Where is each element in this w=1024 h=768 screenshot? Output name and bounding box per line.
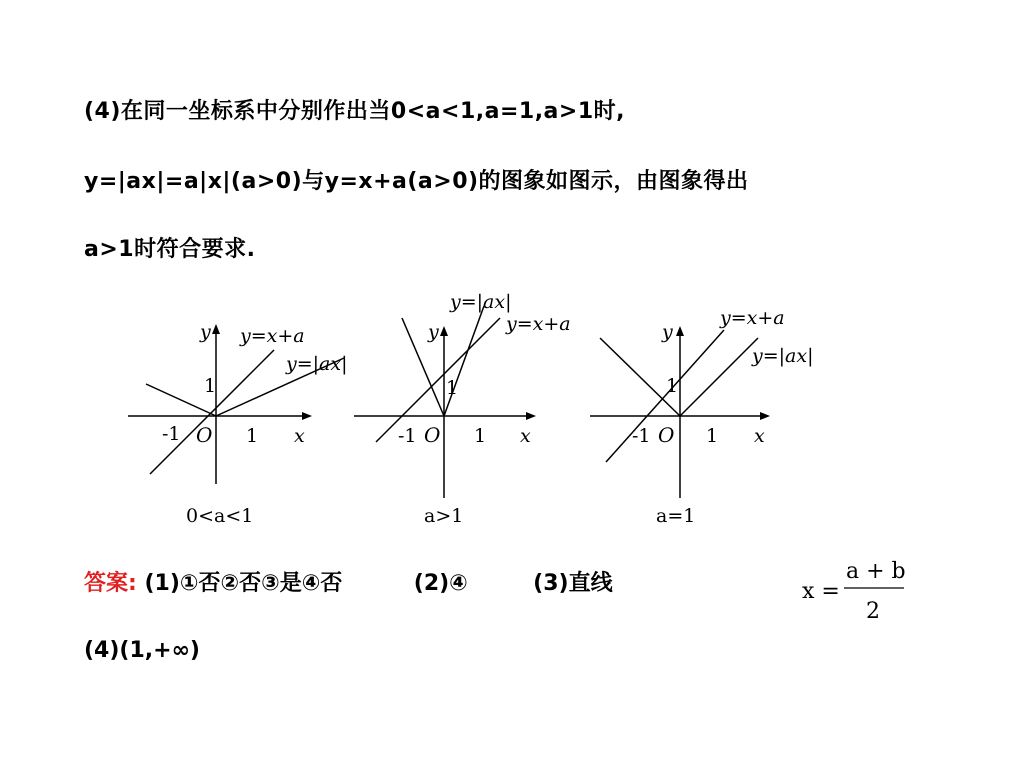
- graph-case-a-equals-1: [586, 292, 822, 532]
- formula-numerator: a + b: [846, 559, 906, 584]
- tick-x-neg1: -1: [632, 425, 651, 447]
- answer-part-1: (1)①否②否③是④否: [144, 571, 343, 596]
- label-y-abs-ax: y=|ax|: [286, 353, 348, 375]
- axis-label-y: y: [428, 321, 439, 343]
- tick-x-1: 1: [706, 425, 719, 447]
- graph-case-a-less-than-1: [124, 292, 360, 532]
- x-axis-arrow: [526, 412, 536, 420]
- label-y-abs-ax: y=|ax|: [752, 345, 814, 367]
- axis-label-y: y: [662, 321, 673, 343]
- axis-label-x: x: [754, 425, 765, 447]
- axis-label-x: x: [520, 425, 531, 447]
- tick-x-1: 1: [246, 425, 259, 447]
- y-axis-arrow: [676, 326, 684, 336]
- answer-part-4: (4)(1,+∞): [84, 638, 200, 663]
- formula-lhs: x =: [802, 579, 840, 604]
- caption: a>1: [424, 505, 464, 527]
- tick-y-1: 1: [666, 375, 679, 397]
- label-y-x-plus-a: y=x+a: [720, 307, 785, 329]
- tick-x-1: 1: [474, 425, 487, 447]
- axis-label-x: x: [294, 425, 305, 447]
- abs-right-branch: [680, 338, 758, 416]
- answer-part-3: (3)直线: [533, 571, 613, 596]
- tick-x-neg1: -1: [398, 425, 417, 447]
- caption: 0<a<1: [186, 505, 254, 527]
- x-axis-arrow: [302, 412, 312, 420]
- tick-y-1: 1: [204, 375, 217, 397]
- axis-label-y: y: [200, 321, 211, 343]
- answer-part-2: (2)④: [413, 571, 468, 596]
- origin-label: O: [196, 423, 213, 447]
- line-y-eq-x-plus-a: [150, 350, 274, 474]
- y-axis-arrow: [440, 326, 448, 336]
- text-line-3: a>1时符合要求.: [84, 237, 256, 262]
- y-axis-arrow: [212, 324, 220, 334]
- text-line-2: y=|ax|=a|x|(a>0)与y=x+a(a>0)的图象如图示，由图象得出: [84, 169, 749, 194]
- origin-label: O: [658, 423, 675, 447]
- graph-svg: [124, 292, 360, 532]
- formula-denominator: 2: [866, 599, 880, 624]
- answer-line: [84, 566, 613, 597]
- x-axis-arrow: [760, 412, 770, 420]
- label-y-abs-ax: y=|ax|: [450, 291, 512, 313]
- caption: a=1: [656, 505, 696, 527]
- answer-label: 答案:: [84, 571, 137, 596]
- formula-midline: [800, 558, 920, 628]
- origin-label: O: [424, 423, 441, 447]
- label-y-x-plus-a: y=x+a: [240, 325, 305, 347]
- text-line-1: (4)在同一坐标系中分别作出当0<a<1,a=1,a>1时,: [84, 99, 625, 124]
- graph-case-a-greater-than-1: [350, 292, 586, 532]
- label-y-x-plus-a: y=x+a: [506, 313, 571, 335]
- tick-x-neg1: -1: [162, 423, 181, 445]
- tick-y-1: 1: [446, 377, 459, 399]
- abs-right-branch: [444, 306, 484, 416]
